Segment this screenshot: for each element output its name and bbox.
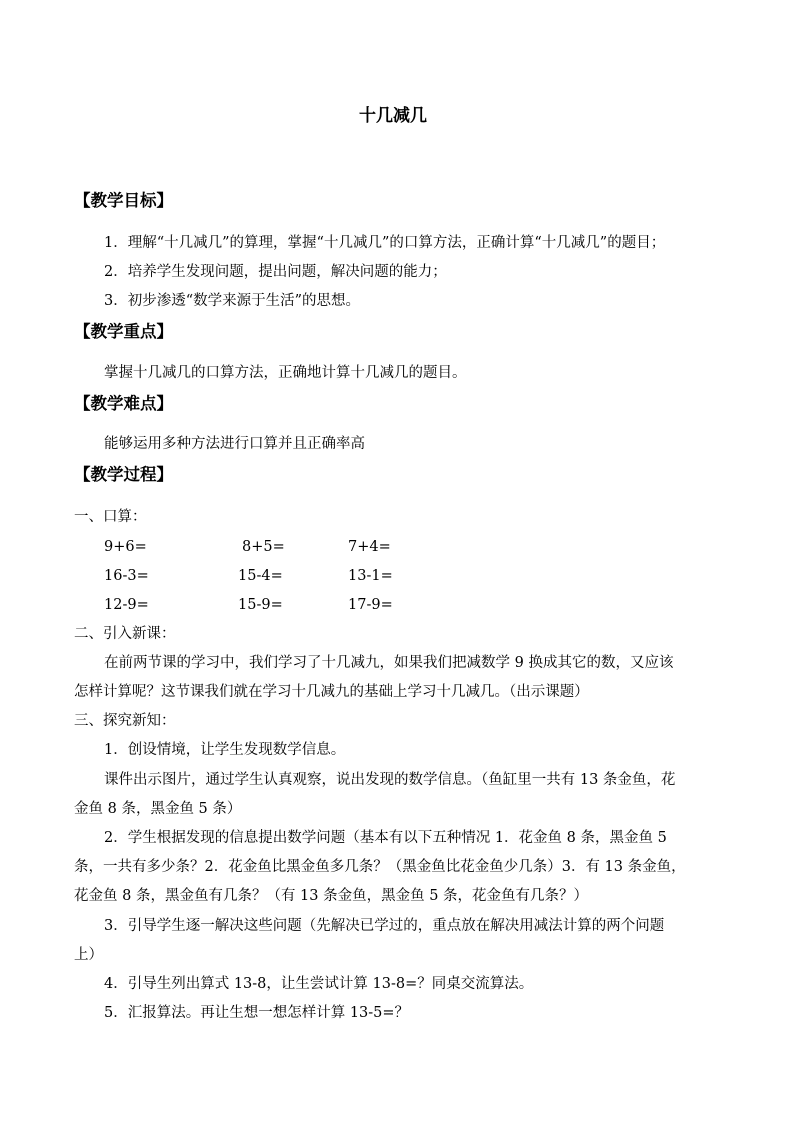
oral-calc-item: 8+5= xyxy=(242,539,285,555)
explore-line-10: 5．汇报算法。再让生想一想怎样计算 13-5=？ xyxy=(104,1005,410,1021)
oral-calc-label: 一、口算： xyxy=(74,509,147,525)
goals-heading: 【教学目标】 xyxy=(74,191,173,210)
oral-calc-item: 17-9= xyxy=(348,597,393,613)
explore-label: 三、探究新知： xyxy=(74,713,176,729)
explore-line-4: 2．学生根据发现的信息提出数学问题（基本有以下五种情况 1．花金鱼 8 条，黑金鱼 5 xyxy=(104,830,667,846)
oral-calc-item: 13-1= xyxy=(348,568,393,584)
explore-line-8: 上） xyxy=(74,947,103,963)
explore-line-3: 金鱼 8 条，黑金鱼 5 条） xyxy=(74,801,242,817)
new-lesson-label: 二、引入新课： xyxy=(74,626,176,642)
oral-calc-item: 16-3= xyxy=(104,568,149,584)
oral-calc-item: 9+6= xyxy=(104,539,147,555)
explore-line-2: 课件出示图片，通过学生认真观察，说出发现的数学信息。（鱼缸里一共有 13 条金鱼，花 xyxy=(104,772,676,788)
goal-item-3: 3．初步渗透“数学来源于生活”的思想。 xyxy=(104,293,361,309)
oral-calc-item: 15-9= xyxy=(238,597,283,613)
goal-item-1: 1．理解“十几减几”的算理，掌握“十几减几”的口算方法，正确计算“十几减几”的题目； xyxy=(104,235,666,251)
difficulty-heading: 【教学难点】 xyxy=(74,394,173,413)
oral-calc-item: 7+4= xyxy=(348,539,391,555)
page-title: 十几减几 xyxy=(359,106,427,126)
key-text: 掌握十几减几的口算方法，正确地计算十几减几的题目。 xyxy=(104,365,467,381)
process-heading: 【教学过程】 xyxy=(74,465,173,484)
oral-calc-item: 12-9= xyxy=(104,597,149,613)
new-lesson-line-1: 在前两节课的学习中，我们学习了十几减九，如果我们把减数学 9 换成其它的数，又应该 xyxy=(104,655,674,671)
key-heading: 【教学重点】 xyxy=(74,322,173,341)
new-lesson-line-2: 怎样计算呢？这节课我们就在学习十几减九的基础上学习十几减几。（出示课题） xyxy=(74,684,589,700)
explore-line-5: 条，一共有多少条？2．花金鱼比黑金鱼多几条？（黑金鱼比花金鱼少几条）3．有 13 条金鱼， xyxy=(74,859,686,875)
difficulty-text: 能够运用多种方法进行口算并且正确率高 xyxy=(104,436,365,452)
explore-line-7: 3．引导学生逐一解决这些问题（先解决已学过的，重点放在解决用减法计算的两个问题 xyxy=(104,918,665,934)
explore-line-1: 1．创设情境，让学生发现数学信息。 xyxy=(104,742,346,758)
oral-calc-item: 15-4= xyxy=(238,568,283,584)
goal-item-2: 2．培养学生发现问题，提出问题，解决问题的能力； xyxy=(104,264,447,280)
explore-line-9: 4．引导生列出算式 13-8，让生尝试计算 13-8=？同桌交流算法。 xyxy=(104,976,534,992)
explore-line-6: 花金鱼 8 条，黑金鱼有几条？（有 13 条金鱼，黑金鱼 5 条，花金鱼有几条？） xyxy=(74,888,589,904)
